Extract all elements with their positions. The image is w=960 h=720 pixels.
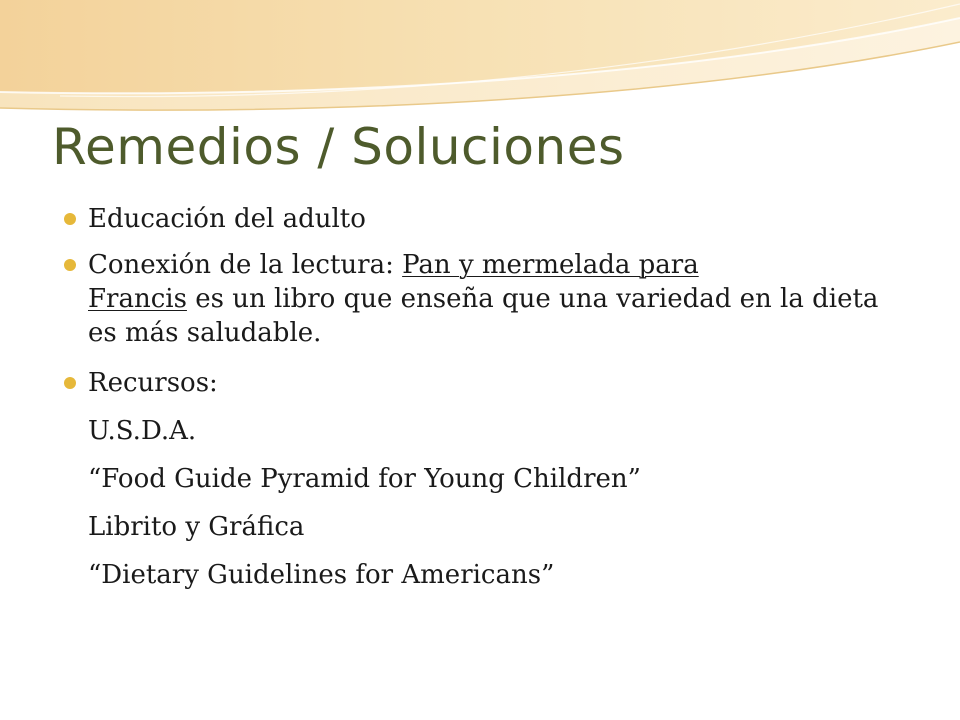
bullet-adult-education [64,202,914,236]
book-title-part2: Francis [88,284,187,314]
resource-item: “Food Guide Pyramid for Young Children” [88,464,641,494]
slide-title: Remedios / Soluciones [52,118,625,176]
bullet-text: Educación del adulto [88,204,366,234]
header-swoosh-decoration [0,0,960,130]
slide-body [64,202,914,592]
bullet-text: Recursos: [88,368,218,398]
bullet-reading-connection [64,248,914,350]
resource-item: U.S.D.A. [88,416,197,446]
book-title-part1: Pan y mermelada para [402,250,699,280]
resource-item: “Dietary Guidelines for Americans” [88,560,555,590]
bullet-text-prefix: Conexión de la lectura: [88,250,403,280]
bullet-resources [64,366,914,400]
bullet-text-suffix: es un libro que enseña que una variedad en la dieta es más saludable. [88,284,879,348]
resource-item: Librito y Gráfica [88,512,305,542]
